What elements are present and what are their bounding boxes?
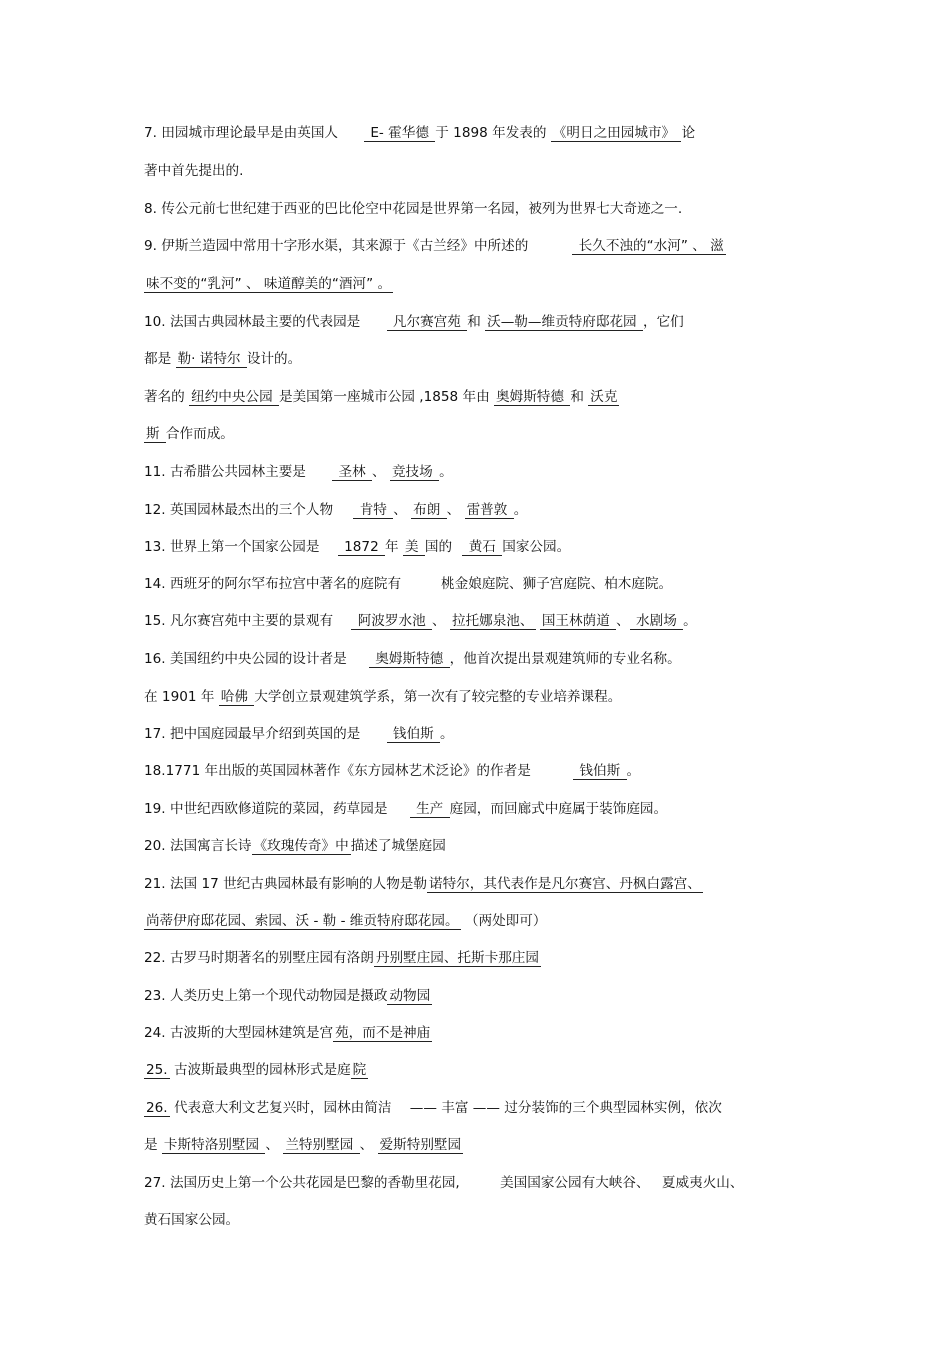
answer-blank: 长久不浊的“水河” 、 滋 (574, 238, 724, 254)
text-line (144, 834, 808, 858)
answer-blank: 斯 (146, 426, 164, 442)
text-line (144, 647, 808, 671)
text-line (144, 1133, 808, 1157)
text-line (144, 234, 808, 258)
text-line (144, 797, 808, 821)
answer-blank: 黄石 (464, 539, 501, 555)
answer-blank: 哈佛 (220, 689, 253, 705)
text-line (144, 872, 808, 896)
text-run: 是美国第一座城市公园 ,1858 年由 (279, 389, 495, 405)
text-line (144, 1058, 808, 1082)
answer-blank: 苑，而不是神庙 (335, 1025, 431, 1041)
text-run: 合作而成。 (165, 426, 234, 442)
text-run: 。 (683, 613, 697, 629)
text-run: 14. 西班牙的阿尔罕布拉宫中著名的庭院有 (144, 576, 402, 592)
text-line (144, 909, 808, 933)
text-run: 。 (513, 502, 528, 518)
answer-blank: 美 (404, 539, 423, 555)
answer-blank: 生产 (411, 801, 448, 817)
answer-blank: 国王林荫道 (541, 613, 615, 629)
text-line (144, 272, 808, 296)
answer-blank: 25. (146, 1062, 168, 1078)
text-run: —— 丰富 —— 过分装饰的三个典型园林实例，依次 (409, 1100, 722, 1116)
text-line (144, 946, 808, 970)
answer-blank: 《玫瑰传奇》中 (253, 838, 349, 854)
text-run: 夏威夷火山、 (661, 1175, 744, 1191)
text-line (144, 1096, 808, 1120)
text-run: 、 (616, 613, 630, 629)
text-line (144, 535, 808, 559)
text-line (144, 159, 808, 183)
text-run: 20. 法国寓言长诗 (144, 838, 252, 854)
text-run: 、 (393, 502, 412, 518)
text-line (144, 460, 808, 484)
answer-blank: 动物园 (389, 988, 431, 1004)
text-run: 、 (359, 1137, 378, 1153)
text-run: 、 (432, 613, 450, 629)
text-run: 、 (372, 464, 390, 480)
answer-blank: 阿波罗水池 (353, 613, 431, 629)
text-run: 描述了城堡庭园 (350, 838, 446, 854)
text-run: 论 (681, 125, 696, 141)
answer-blank: 钱伯斯 (575, 763, 625, 779)
answer-blank: 凡尔赛宫苑 (388, 314, 466, 330)
text-run: 大学创立景观建筑学系，第一次有了较完整的专业培养课程。 (254, 689, 622, 705)
text-run: 设计的。 (246, 351, 302, 367)
text-line (144, 310, 808, 334)
text-run: 8. 传公元前七世纪建于西亚的巴比伦空中花园是世界第一名园，被列为世界七大奇迹之一. (144, 201, 683, 217)
text-run: 19. 中世纪西欧修道院的菜园，药草园是 (144, 801, 392, 817)
text-run: 13. 世界上第一个国家公园是 (144, 539, 324, 555)
answer-blank: 肯特 (355, 502, 392, 518)
text-run: 9. 伊斯兰造园中常用十字形水渠，其来源于《古兰经》中所述的 (144, 238, 529, 254)
text-run: ，它们 (642, 314, 684, 330)
text-run: 12. 英国园林最杰出的三个人物 (144, 502, 338, 518)
answer-blank: 奥姆斯特德 (370, 651, 448, 667)
text-run: 18.1771 年出版的英国园林著作《东方园林艺术泛论》的作者是 (144, 763, 536, 779)
text-run: 国家公园。 (502, 539, 571, 555)
text-line (144, 121, 808, 145)
text-line (144, 1021, 808, 1045)
answer-blank: 兰特别墅园 (285, 1137, 358, 1153)
text-run: 23. 人类历史上第一个现代动物园是摄政 (144, 988, 388, 1004)
answer-blank: 26. (146, 1100, 168, 1116)
text-line (144, 1208, 808, 1232)
answer-blank: 布朗 (413, 502, 445, 518)
answer-blank: 尚蒂伊府邸花园、索园、沃 - 勒 - 维贡特府邸花园。 (146, 913, 459, 929)
text-run: 在 1901 年 (144, 689, 219, 705)
text-run: 、 (446, 502, 465, 518)
text-run: 都是 (144, 351, 176, 367)
text-line (144, 385, 808, 409)
text-run: 美国国家公园有大峡谷、 (500, 1175, 654, 1191)
text-run: 是 (144, 1137, 162, 1153)
text-run: 和 (467, 314, 486, 330)
answer-blank: 卡斯特洛别墅园 (163, 1137, 264, 1153)
answer-blank: 院 (352, 1062, 367, 1078)
answer-blank: E- 霍华德 (366, 125, 434, 141)
answer-blank: 纽约中央公园 (191, 389, 277, 405)
text-line (144, 347, 808, 371)
answer-blank: 奥姆斯特德 (496, 389, 569, 405)
text-run: 著名的 (144, 389, 190, 405)
text-run: 15. 凡尔赛宫苑中主要的景观有 (144, 613, 338, 629)
text-run: 22. 古罗马时期著名的别墅庄园有洛朗 (144, 950, 374, 966)
text-line (144, 572, 808, 596)
text-run: 代表意大利文艺复兴时，园林由简洁 (169, 1100, 396, 1116)
text-run: 年 (385, 539, 403, 555)
text-run: 、 (265, 1137, 284, 1153)
answer-blank: 诺特尔，其代表作是凡尔赛宫、丹枫白露宫、 (428, 876, 701, 892)
answer-blank: 爱斯特别墅园 (379, 1137, 462, 1153)
text-line (144, 197, 808, 221)
text-run: 17. 把中国庭园最早介绍到英国的是 (144, 726, 365, 742)
answer-blank: 雷普敦 (466, 502, 512, 518)
text-run: 黄石国家公园。 (144, 1212, 240, 1228)
text-run: 和 (570, 389, 589, 405)
answer-blank: 钱伯斯 (388, 726, 439, 742)
text-run: 。 (440, 726, 454, 742)
text-run: 。 (439, 464, 453, 480)
text-line (144, 498, 808, 522)
text-line (144, 722, 808, 746)
answer-blank: 勒· 诺特尔 (177, 351, 245, 367)
text-run: 国的 (424, 539, 457, 555)
text-run: 10. 法国古典园林最主要的代表园是 (144, 314, 365, 330)
answer-blank: 味不变的“乳河” 、 味道醇美的“酒河” 。 (146, 276, 392, 292)
text-run: 。 (626, 763, 641, 779)
answer-blank: 沃克 (590, 389, 618, 405)
answer-blank: 竞技场 (391, 464, 438, 480)
answer-blank: 沃—勒—维贡特府邸花园 (487, 314, 641, 330)
text-run: 7. 田园城市理论最早是由英国人 (144, 125, 339, 141)
text-run: ，他首次提出景观建筑师的专业名称。 (449, 651, 681, 667)
text-run: 于 1898 年发表的 (435, 125, 551, 141)
text-run: 11. 古希腊公共园林主要是 (144, 464, 311, 480)
text-run: 庭园，而回廊式中庭属于装饰庭园。 (449, 801, 668, 817)
text-run: 桃金娘庭院、狮子宫庭院、柏木庭院。 (441, 576, 673, 592)
text-run: 古波斯最典型的园林形式是庭 (169, 1062, 351, 1078)
text-run: 27. 法国历史上第一个公共花园是巴黎的香勒里花园, (144, 1175, 465, 1191)
text-run: 著中首先提出的. (144, 163, 244, 179)
text-run: 16. 美国纽约中央公园的设计者是 (144, 651, 351, 667)
text-run: 24. 古波斯的大型园林建筑是宫 (144, 1025, 334, 1041)
answer-blank: 水剧场 (631, 613, 682, 629)
answer-blank: 1872 (339, 539, 384, 555)
text-run: 21. 法国 17 世纪古典园林最有影响的人物是勒 (144, 876, 427, 892)
text-line (144, 422, 808, 446)
text-run: （两处即可） (460, 913, 547, 929)
text-line (144, 609, 808, 633)
answer-blank: 圣林 (334, 464, 371, 480)
text-line (144, 984, 808, 1008)
answer-blank: 丹别墅庄园、托斯卡那庄园 (375, 950, 539, 966)
answer-blank: 拉托娜泉池、 (451, 613, 534, 629)
text-line (144, 685, 808, 709)
text-line (144, 1171, 808, 1195)
answer-blank: 《明日之田园城市》 (552, 125, 680, 141)
text-line (144, 759, 808, 783)
